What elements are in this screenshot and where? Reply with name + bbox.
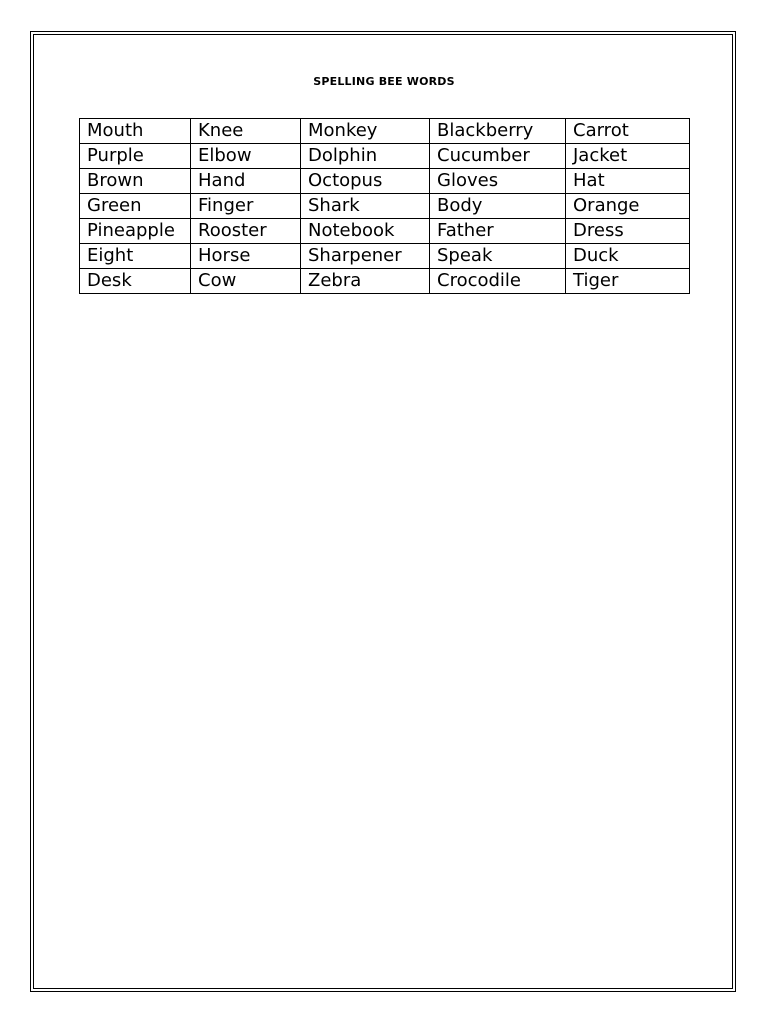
table-cell: Body (430, 194, 566, 219)
table-cell: Tiger (566, 269, 690, 294)
table-cell: Pineapple (80, 219, 191, 244)
table-cell: Blackberry (430, 119, 566, 144)
table-cell: Desk (80, 269, 191, 294)
table-row (80, 244, 690, 269)
table-cell: Elbow (191, 144, 301, 169)
table-cell: Dress (566, 219, 690, 244)
spelling-words-table (79, 118, 690, 294)
table-cell: Jacket (566, 144, 690, 169)
table-cell: Mouth (80, 119, 191, 144)
table-cell: Octopus (301, 169, 430, 194)
table-cell: Zebra (301, 269, 430, 294)
table-cell: Cucumber (430, 144, 566, 169)
table-cell: Carrot (566, 119, 690, 144)
table-cell: Gloves (430, 169, 566, 194)
table-cell: Duck (566, 244, 690, 269)
table-cell: Finger (191, 194, 301, 219)
table-cell: Monkey (301, 119, 430, 144)
table-cell: Hat (566, 169, 690, 194)
table-row (80, 119, 690, 144)
table-cell: Knee (191, 119, 301, 144)
table-cell: Eight (80, 244, 191, 269)
table-cell: Sharpener (301, 244, 430, 269)
table-cell: Green (80, 194, 191, 219)
table-cell: Hand (191, 169, 301, 194)
table-cell: Purple (80, 144, 191, 169)
table-cell: Speak (430, 244, 566, 269)
table-row (80, 169, 690, 194)
table-row (80, 219, 690, 244)
table-cell: Father (430, 219, 566, 244)
table-cell: Notebook (301, 219, 430, 244)
table-cell: Brown (80, 169, 191, 194)
table-cell: Crocodile (430, 269, 566, 294)
table-cell: Horse (191, 244, 301, 269)
table-cell: Orange (566, 194, 690, 219)
document-title: SPELLING BEE WORDS (313, 75, 455, 88)
table-row (80, 194, 690, 219)
table-row (80, 269, 690, 294)
table-cell: Rooster (191, 219, 301, 244)
table-cell: Cow (191, 269, 301, 294)
table-cell: Dolphin (301, 144, 430, 169)
table-cell: Shark (301, 194, 430, 219)
table-row (80, 144, 690, 169)
